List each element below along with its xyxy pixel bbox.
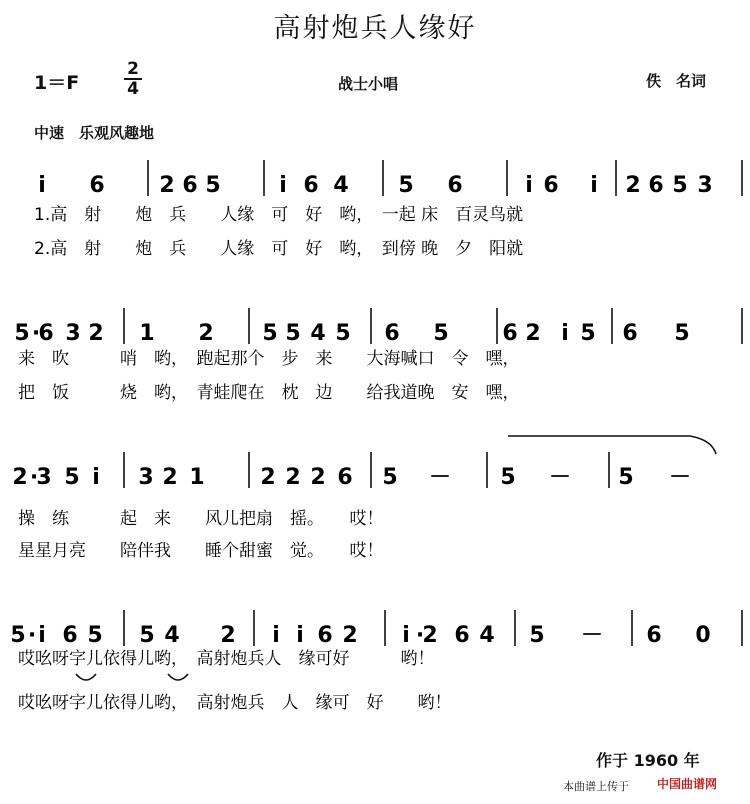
note-row	[12, 465, 691, 490]
song-title: 高射炮兵人缘好	[273, 13, 477, 44]
note: 6	[502, 321, 518, 346]
tie-arc	[508, 436, 716, 454]
singing-style: 战士小唱	[338, 75, 399, 93]
note: ·	[27, 623, 37, 648]
note: 6	[646, 623, 662, 648]
note: ·	[29, 465, 39, 490]
note: 2	[12, 465, 28, 490]
note: 6	[89, 173, 105, 198]
note: 5	[672, 173, 688, 198]
note: 1	[189, 465, 205, 490]
note: 6	[38, 321, 54, 346]
note: 6	[447, 173, 463, 198]
lyric-line-2: 2.高 射 炮 兵 人缘 可 好 哟， 到傍 晚 夕 阳就	[34, 239, 524, 259]
note: i	[296, 623, 304, 648]
note: 2	[525, 321, 541, 346]
note: 5	[433, 321, 449, 346]
note: 5	[398, 173, 414, 198]
note: i	[38, 173, 46, 198]
note: i	[590, 173, 598, 198]
note: 4	[333, 173, 349, 198]
note: 3	[36, 465, 52, 490]
note: 0	[695, 623, 711, 648]
note: －	[428, 465, 452, 490]
note: 6	[337, 465, 353, 490]
note: i	[92, 465, 100, 490]
score-system-1	[34, 160, 742, 259]
note: ·	[415, 623, 425, 648]
note: 4	[310, 321, 326, 346]
score-system-3	[12, 436, 716, 561]
note-row	[10, 623, 710, 648]
lyric-line-2: 哎吆呀字儿依得儿哟， 高射炮兵 人 缘可 好 哟！	[18, 693, 452, 713]
note: －	[580, 623, 604, 648]
note: 5	[262, 321, 278, 346]
note: 2	[260, 465, 276, 490]
upload-note: 本曲谱上传于	[563, 780, 629, 793]
note: i	[272, 623, 280, 648]
note: 5	[382, 465, 398, 490]
note: 6	[303, 173, 319, 198]
note: 5	[618, 465, 634, 490]
composition-date: 作于 1960 年	[596, 751, 700, 770]
note: 2	[285, 465, 301, 490]
note: 2	[162, 465, 178, 490]
note: 2	[198, 321, 214, 346]
note: 5	[10, 623, 26, 648]
note: i	[525, 173, 533, 198]
lyric-line-2: 把 饭 烧 哟， 青蛙爬在 枕 边 给我道晚 安 嘿，	[18, 383, 520, 403]
tempo-marking: 中速 乐观风趣地	[34, 124, 155, 142]
note: 2	[422, 623, 438, 648]
note: 3	[65, 321, 81, 346]
note: ·	[31, 321, 41, 346]
lyric-line-1: 操 练 起 来 风儿把扇 摇。 哎！	[18, 509, 384, 529]
note: 4	[479, 623, 495, 648]
note: 6	[62, 623, 78, 648]
note: 6	[648, 173, 664, 198]
note: i	[38, 623, 46, 648]
lyric-line-1: 来 吹 哨 哟， 跑起那个 步 来 大海喊口 令 嘿，	[18, 349, 520, 369]
time-signature-top: 2	[127, 59, 139, 79]
site-logo: 中国曲谱网	[657, 777, 718, 791]
score-system-2	[14, 308, 742, 403]
note: －	[548, 465, 572, 490]
note: 2	[159, 173, 175, 198]
note-row	[38, 173, 712, 198]
note: 5	[14, 321, 30, 346]
lyric-line-1: 1.高 射 炮 兵 人缘 可 好 哟， 一起 床 百灵鸟就	[34, 205, 524, 225]
note: 5	[335, 321, 351, 346]
note: 4	[164, 623, 180, 648]
note: 2	[88, 321, 104, 346]
note: i	[561, 321, 569, 346]
note: 5	[674, 321, 690, 346]
note: 5	[64, 465, 80, 490]
note: 2	[220, 623, 236, 648]
note: 6	[543, 173, 559, 198]
note: 6	[182, 173, 198, 198]
note: i	[402, 623, 410, 648]
note: 5	[87, 623, 103, 648]
note: 5	[580, 321, 596, 346]
note: i	[279, 173, 287, 198]
note: 2	[342, 623, 358, 648]
score-system-4	[10, 610, 742, 713]
note: 6	[384, 321, 400, 346]
note: 3	[138, 465, 154, 490]
note: 1	[139, 321, 155, 346]
key-signature: 1＝F	[34, 72, 80, 94]
note: 2	[625, 173, 641, 198]
slur-arc	[76, 674, 96, 680]
note: 6	[454, 623, 470, 648]
note: 6	[317, 623, 333, 648]
note: 5	[500, 465, 516, 490]
lyricist-credit: 佚 名词	[646, 72, 707, 90]
note: 3	[697, 173, 713, 198]
note: 5	[139, 623, 155, 648]
note: 5	[205, 173, 221, 198]
slur-arc	[168, 674, 188, 680]
time-signature-bottom: 4	[127, 79, 139, 99]
note-row	[14, 321, 689, 346]
lyric-line-1: 哎吆呀字儿依得儿哟， 高射炮兵人 缘可好 哟！	[18, 649, 435, 669]
note: －	[668, 465, 692, 490]
note: 2	[310, 465, 326, 490]
note: 5	[529, 623, 545, 648]
note: 5	[285, 321, 301, 346]
lyric-line-2: 星星月亮 陪伴我 睡个甜蜜 觉。 哎！	[18, 541, 384, 561]
note: 6	[622, 321, 638, 346]
